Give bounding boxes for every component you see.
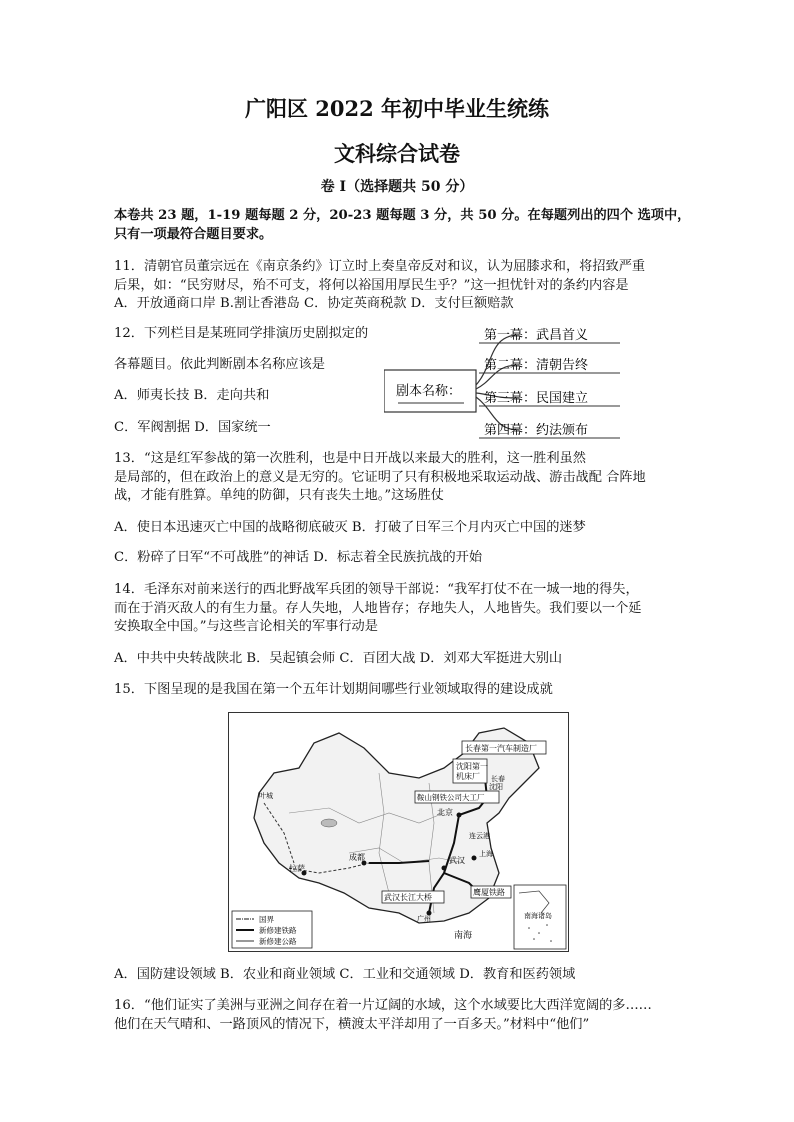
guangzhou-label: 广州 xyxy=(417,915,431,923)
q15-stem: 15．下图呈现的是我国在第一个五年计划期间哪些行业领域取得的建设成就 xyxy=(114,682,553,697)
south-sea-label: 南海 xyxy=(454,931,473,941)
q16-line-1: 16．“他们证实了美洲与亚洲之间存在着一片辽阔的水域，这个水域要比大西洋宽阔的多…… xyxy=(114,998,652,1013)
yecheng-label: 叶城 xyxy=(259,792,273,800)
exam-subtitle: 文科综合试卷 xyxy=(334,141,460,166)
china-map-figure xyxy=(228,712,569,952)
act-1: 第一幕：武昌首义 xyxy=(484,328,589,343)
act-2: 第二幕：清朝告终 xyxy=(484,358,589,373)
lhasa-label: 拉萨 xyxy=(289,864,305,873)
wuhan-bridge-label: 武汉长江大桥 xyxy=(384,893,432,902)
q12-options-2: C．军阀割据 D．国家统一 xyxy=(114,420,271,435)
q14-line-3: 安换取全中国。”与这些言论相关的军事行动是 xyxy=(114,619,378,634)
q13-line-2: 是局部的，但在政治上的意义是无穷的。它证明了只有积极地采取运动战、游击战配 合阵地 xyxy=(114,470,646,485)
act-4: 第四幕：约法颁布 xyxy=(484,423,589,438)
changchun-label: 长春 xyxy=(491,775,505,783)
anshan-steel-label: 鞍山钢铁公司大工厂 xyxy=(417,793,485,802)
legend-road: 新修建公路 xyxy=(259,937,297,946)
lianyungang-label: 连云港 xyxy=(469,832,490,840)
instructions-line-1: 本卷共 23 题，1-19 题每题 2 分，20-23 题每题 3 分，共 50 分。在每题列出的四个 选项中， xyxy=(114,208,691,223)
shanghai-label: 上海 xyxy=(479,850,493,858)
play-title-diagram xyxy=(384,325,620,441)
q14-line-1: 14．毛泽东对前来送行的西北野战军兵团的领导干部说：“我军打仗不在一城一地的得失， xyxy=(114,582,639,597)
q12-options-1: A．师夷长技 B．走向共和 xyxy=(114,388,270,403)
beijing-label: 北京 xyxy=(437,808,453,817)
play-name-label: 剧本名称： xyxy=(396,384,462,399)
legend-border: 国界 xyxy=(259,915,274,924)
q15-options: A．国防建设领域 B．农业和商业领域 C．工业和交通领域 D．教育和医药领域 xyxy=(114,967,576,982)
yingxia-railway-label: 鹰厦铁路 xyxy=(473,888,505,897)
q16-line-2: 他们在天气晴和、一路顶风的情况下，横渡太平洋却用了一百多天。”材料中“他们” xyxy=(114,1017,590,1032)
q11-line-2: 后果，如：“民穷财尽，殆不可支，将何以裕国用厚民生乎？”这一担忧针对的条约内容是 xyxy=(114,278,629,293)
q13-options-1: A．使日本迅速灭亡中国的战略彻底破灭 B．打破了日军三个月内灭亡中国的迷梦 xyxy=(114,520,586,535)
q12-stem-2: 各幕题目。依此判断剧本名称应该是 xyxy=(114,357,325,372)
nanhai-inset-label: 南海诸岛 xyxy=(524,912,552,920)
q14-line-2: 而在于消灭敌人的有生力量。存人失地，人地皆存；存地失人，人地皆失。我们要以一个延 xyxy=(114,601,642,616)
instructions-line-2: 只有一项最符合题目要求。 xyxy=(114,227,273,242)
chengdu-label: 成都 xyxy=(349,853,365,862)
q14-options: A．中共中央转战陕北 B．吴起镇会师 C．百团大战 D．刘邓大军挺进大别山 xyxy=(114,651,563,666)
shenyang-machine-label-1: 沈阳第一 xyxy=(456,762,488,771)
q13-line-3: 战，才能有胜算。单纯的防御，只有丧失土地。”这场胜仗 xyxy=(114,488,444,503)
section-heading: 卷 I（选择题共 50 分） xyxy=(320,179,474,195)
act-3: 第三幕：民国建立 xyxy=(484,391,589,406)
q12-stem-1: 12．下列栏目是某班同学排演历史剧拟定的 xyxy=(114,326,369,341)
changchun-auto-label: 长春第一汽车制造厂 xyxy=(465,744,537,753)
shenyang-machine-label-2: 机床厂 xyxy=(456,772,480,781)
q11-options: A．开放通商口岸 B.割让香港岛 C．协定英商税款 D．支付巨额赔款 xyxy=(114,296,514,311)
exam-title: 广阳区 2022 年初中毕业生统练 xyxy=(244,96,550,121)
q11-line-1: 11．清朝官员董宗远在《南京条约》订立时上奏皇帝反对和议，认为屈膝求和，将招致严重 xyxy=(114,259,646,274)
wuhan-label: 武汉 xyxy=(449,856,465,865)
q13-line-1: 13．“这是红军参战的第一次胜利，也是中日开战以来最大的胜利，这一胜利虽然 xyxy=(114,451,586,466)
shenyang-label: 沈阳 xyxy=(489,783,503,791)
q13-options-2: C．粉碎了日军“不可战胜”的神话 D．标志着全民族抗战的开始 xyxy=(114,550,483,565)
legend-railway: 新修建铁路 xyxy=(259,926,297,935)
